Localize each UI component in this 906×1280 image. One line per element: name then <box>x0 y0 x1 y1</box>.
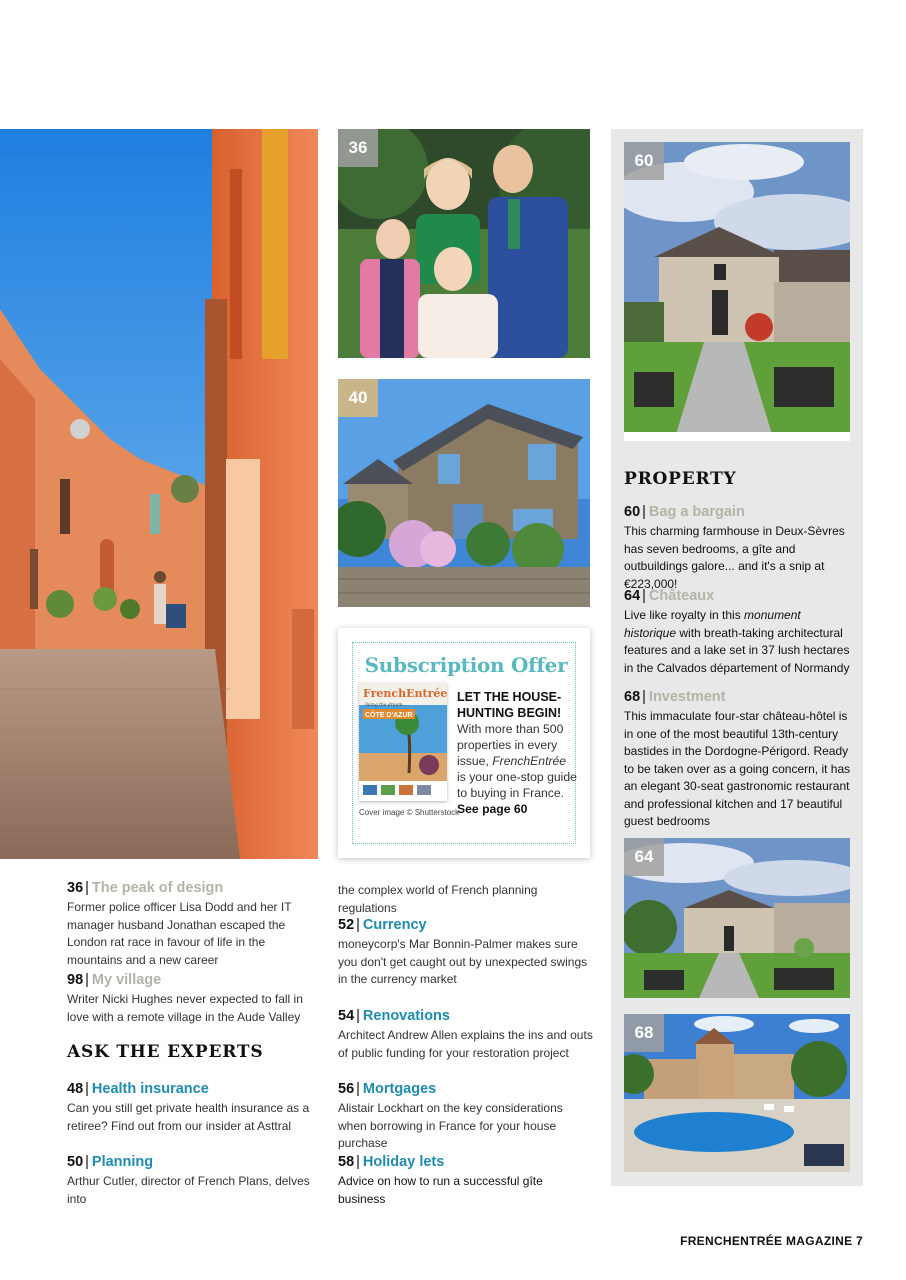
property-item-heading: 64 | Châteaux <box>624 588 715 604</box>
feature-item-description: Former police officer Lisa Dodd and her IT manager husband Jonathan escaped the London rat race in favour of life in the mountains and a new career <box>67 900 292 967</box>
subscription-text <box>457 689 577 817</box>
expert-item-heading: 54 | Renovations <box>338 1008 450 1024</box>
property-item-description: This immaculate four-star château-hôtel is in one of the most beautiful 13th-century bastides in the Dordogne-Périgord. Ready to be taken over as a going concern, it has an elegant 30-seat gastronomic restaurant and professional kitchen and 17 beautiful guest bedrooms <box>624 709 851 828</box>
subscription-headline: LET THE HOUSE-HUNTING BEGIN! <box>457 690 562 720</box>
expert-item-description: Alistair Lockhart on the key considerations when borrowing in France for your house purchase <box>338 1101 563 1150</box>
expert-item-description: Advice on how to run a successful gîte business <box>338 1174 543 1206</box>
expert-item[interactable] <box>338 1080 593 1153</box>
subscription-offer-card[interactable] <box>338 628 590 858</box>
expert-item[interactable] <box>338 916 593 989</box>
chateau-photo <box>624 838 850 998</box>
expert-item-heading: 52 | Currency <box>338 917 427 933</box>
magazine-cover-illustration <box>359 683 447 801</box>
farmhouse-illustration <box>624 142 850 441</box>
expert-item-description: Arthur Cutler, director of French Plans, delves into <box>67 1174 310 1206</box>
magazine-cover-thumbnail[interactable] <box>359 683 447 801</box>
property-item-description: This charming farmhouse in Deux-Sèvres has seven bedrooms, a gîte and outbuildings galore... and it's a snip at €223,000! <box>624 524 845 591</box>
page-number-badge: 36 <box>338 129 378 167</box>
expert-item-description: Architect Andrew Allen explains the ins and outs of public funding for your restoration project <box>338 1028 593 1060</box>
property-item[interactable] <box>624 503 856 593</box>
stone-house-photo <box>338 379 590 607</box>
ask-the-experts-heading: ASK THE EXPERTS <box>67 1042 264 1062</box>
page-number-badge: 40 <box>338 379 378 417</box>
page-number-badge: 60 <box>624 142 664 180</box>
family-photo <box>338 129 590 358</box>
expert-item[interactable] <box>338 1007 593 1062</box>
expert-item[interactable] <box>67 1153 319 1208</box>
pool-hotel-photo <box>624 1014 850 1172</box>
farmhouse-photo <box>624 142 850 441</box>
property-item-description: Live like royalty in this monument historique with breath-taking architectural features and a lake set in 37 lush hectares in the Calvados département of Normandy <box>624 608 850 675</box>
expert-item[interactable] <box>338 1153 593 1208</box>
expert-item-heading: 50 | Planning <box>67 1154 154 1170</box>
expert-item-description: Can you still get private health insurance as a retiree? Find out from our insider at Asttral <box>67 1101 310 1133</box>
street-illustration <box>0 129 318 859</box>
cover-tagline: living the dream... <box>365 703 407 708</box>
subscription-dotted-frame <box>352 642 576 844</box>
subscription-title: Subscription Offer <box>364 653 568 677</box>
feature-item-heading: 98 | My village <box>67 972 162 988</box>
page-number-badge: 64 <box>624 838 664 876</box>
property-heading: PROPERTY <box>624 469 737 489</box>
property-item[interactable] <box>624 587 856 677</box>
cover-masthead: FrenchEntrée <box>363 687 447 700</box>
property-item-heading: 60 | Bag a bargain <box>624 504 745 520</box>
planning-continuation-text: the complex world of French planning regulations <box>338 883 538 915</box>
hero-street-photo <box>0 129 318 859</box>
property-item[interactable] <box>624 688 856 831</box>
expert-item-heading: 58 | Holiday lets <box>338 1154 445 1170</box>
expert-item-heading: 56 | Mortgages <box>338 1081 437 1097</box>
subscription-link[interactable]: See page 60 <box>457 802 528 816</box>
property-panel <box>611 129 863 1186</box>
expert-item-description: moneycorp's Mar Bonnin-Palmer makes sure you don't get caught out by unexpected swings in the currency market <box>338 937 588 986</box>
page-number-badge: 68 <box>624 1014 664 1052</box>
feature-item[interactable] <box>67 971 319 1026</box>
subscription-body: With more than 500 properties in every issue, FrenchEntrée is your one-stop guide to buying in France. <box>457 722 577 800</box>
feature-item[interactable] <box>67 879 319 969</box>
cover-feature: CÔTE D'AZUR <box>365 712 413 719</box>
expert-item[interactable] <box>67 1080 319 1135</box>
feature-item-description: Writer Nicki Hughes never expected to fall in love with a remote village in the Aude Valley <box>67 992 303 1024</box>
feature-item-heading: 36 | The peak of design <box>67 880 224 896</box>
cover-image-credit: Cover image © Shutterstock <box>359 808 460 817</box>
expert-item-heading: 48 | Health insurance <box>67 1081 209 1097</box>
property-item-heading: 68 | Investment <box>624 689 726 705</box>
page-footer: FRENCHENTRÉE MAGAZINE 7 <box>680 1234 863 1248</box>
